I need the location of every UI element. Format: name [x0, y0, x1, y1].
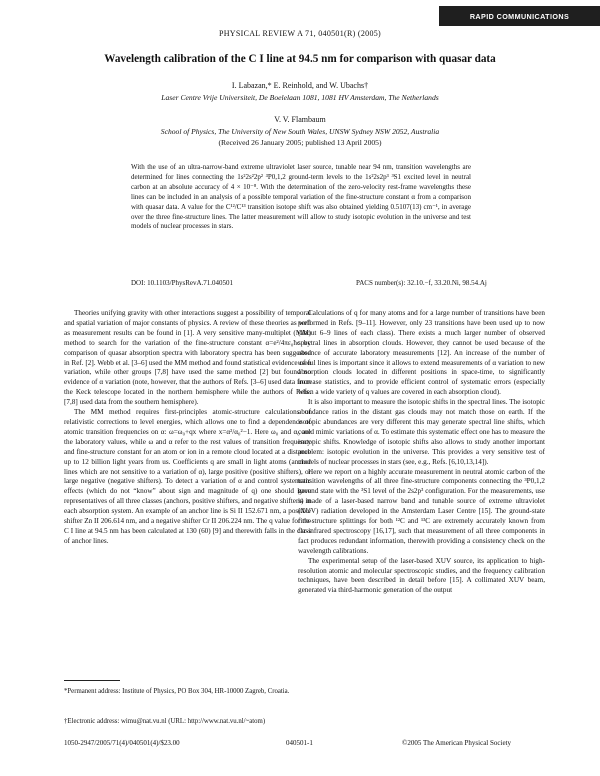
author-list-1: I. Labazan,* E. Reinhold, and W. Ubachs†	[231, 81, 369, 90]
journal-reference: PHYSICAL REVIEW A 71, 040501(R) (2005)	[218, 29, 382, 38]
received-dates: (Received 26 January 2005; published 13 April 2005)	[218, 138, 382, 147]
issn-line: 1050-2947/2005/71(4)/040501(4)/$23.00	[64, 739, 180, 747]
paragraph: It is also important to measure the isotopic shifts in the spectral lines. The isotopic abundance ratios in the distant gas clouds may not match those on earth. If the isotopic abundances are very different this may generate spectral line shifts, which could mimic variations of α. To estimate this systematic effect one has to measure the isotopic shifts. Knowledge of isotopic shifts also allows to study another important problem: isotopic evolution in the universe. This provides a very sensitive test of models of nuclear processes in stars (see, e.g., Refs. [6,10,13,14]).	[298, 398, 545, 466]
pacs-numbers: PACS number(s): 32.10.−f, 33.20.Ni, 98.54.Aj	[356, 279, 487, 287]
paragraph: The experimental setup of the laser-based XUV source, its application to high-resolution atomic and molecular spectroscopic studies, and the frequency calibration techniques, have been described in detail before [15]. A collimated XUV beam, generated via third-harmonic generation of the output	[298, 556, 545, 595]
footnote-electronic-address[interactable]: †Electronic address: wimu@nat.vu.nl (URL: http://www.nat.vu.nl/~atom)	[64, 718, 266, 725]
footnote-permanent-address: *Permanent address: Institute of Physics, PO Box 304, HR-10000 Zagreb, Croatia.	[64, 688, 290, 695]
copyright: ©2005 The American Physical Society	[402, 739, 512, 747]
doi-link[interactable]: DOI: 10.1103/PhysRevA.71.040501	[131, 279, 234, 287]
page-number: 040501-1	[286, 739, 313, 747]
footnote-rule	[64, 680, 120, 681]
paragraph: The MM method requires first-principles atomic-structure calculations of relativistic corrections to level energies, which allows one to find a dependence of atomic transition frequencies on α: ω=ω₀+qx where x=α²/α₀²−1. Here ω₀ and α₀ are the laboratory values, while ω and α refer to the rest values of transition frequency and fine-structure constant for an atom or ion in a remote cloud located at a distance up to 12 billion light years from us. Coefficients q are small in light atoms (anchor lines which are not sensitive to a variation of α), large positive (positive shifters), or large negative (negative shifters). To detect a variation of α and control systematic effects (which do not “know” about sign and magnitude of q) one should have representatives of all three classes (anchors, positive shifters, and negative shifters) in each absorption system. An example of an anchor line is Si II 152.671 nm, a positive shifter Zn II 206.614 nm, and a negative shifter Cr II 206.224 nm. The q value for the C I line at 94.5 nm has been calculated at 130 (60) [9] and therewith falls in the class of anchor lines.	[64, 408, 311, 545]
paragraph: Here we report on a highly accurate measurement in neutral atomic carbon of the transition wavelengths of all three fine-structure components connecting the ³P0,1,2 ground state with the ³S1 level of the 2s2p³ configuration. For the measurements, use is made of a laser-based narrow band and tunable source of extreme ultraviolet (XUV) radiation developed in the Amsterdam Laser Centre [15]. The ground-state fine-structure splittings for both ¹²C and ¹³C are extremely accurately known from far-infrared spectroscopy [16,17], such that measurement of all three components in fact produces redundant information, therewith providing a consistency check on the wavelength calibrations.	[298, 467, 545, 555]
rapid-communications-banner: RAPID COMMUNICATIONS	[439, 6, 600, 26]
affiliation-2: School of Physics, The University of New South Wales, UNSW Sydney NSW 2052, Australia	[160, 127, 440, 136]
paragraph: Theories unifying gravity with other interactions suggest a possibility of temporal and spatial variation of major constants of physics. A review of these theories as well as measurement results can be found in [1]. A very sensitive many-multiplet (MM) method to search for the variation of the fine-structure constant α=e²/4πε₀ħc by comparison of quasar absorption spectra with laboratory spectra has been suggested in Ref. [2]. Webb et al. [3–6] used the MM method and found statistical evidence of α variation, while other groups [7,8] have used the same method [2] but found no evidence of α variation (note, however, that the authors of Refs. [3–6] used data from the Keck telescope located in the northern hemisphere while the authors of Refs. [7,8] used data from the southern hemisphere).	[64, 309, 311, 407]
right-column	[298, 309, 545, 596]
left-column	[64, 309, 311, 547]
abstract: With the use of an ultra-narrow-band extreme ultraviolet laser source, tunable near 94 nm, transition wavelengths are determined for lines connecting the 1s²2s²2p² ³P0,1,2 ground-term levels to the 1s²2s2p³ ³S1 excited level in neutral carbon at an absolute accuracy of 4 × 10⁻⁸. With the determination of the zero-velocity rest-frame wavelengths these lines can be included in an analysis of a possible temporal variation of the fine-structure constant α from a comparison with quasar data. A value for the C¹²/C¹³ transition isotope shift was also obtained yielding 0.5107(13) cm⁻¹, in average over the three fine-structure lines. The latter measurement will allow to study isotopic evolution in the universe and test models of nuclear processes in stars.	[131, 163, 471, 231]
author-list-2: V. V. Flambaum	[274, 115, 326, 124]
paper-title: Wavelength calibration of the C I line at 94.5 nm for comparison with quasar data	[104, 53, 496, 65]
paragraph: Calculations of q for many atoms and for a large number of transitions have been performed in Refs. [9–11]. However, only 23 transitions have been used up to now (about 6–9 lines of each class). There exists a much larger number of observed spectral lines in absorption clouds. However, they cannot be used because of the absence of accurate laboratory measurements [12]. An increase of the number of useful lines is important since it allows to extend measurements of α variation to new absorption clouds located in different positions in space-time, to significantly increase statistics, and to provide efficient control of systematic errors (especially when a wide variety of q values are covered in each absorption cloud).	[298, 309, 545, 397]
affiliation-1: Laser Centre Vrije Universiteit, De Boelelaan 1081, 1081 HV Amsterdam, The Netherlands	[161, 93, 439, 102]
